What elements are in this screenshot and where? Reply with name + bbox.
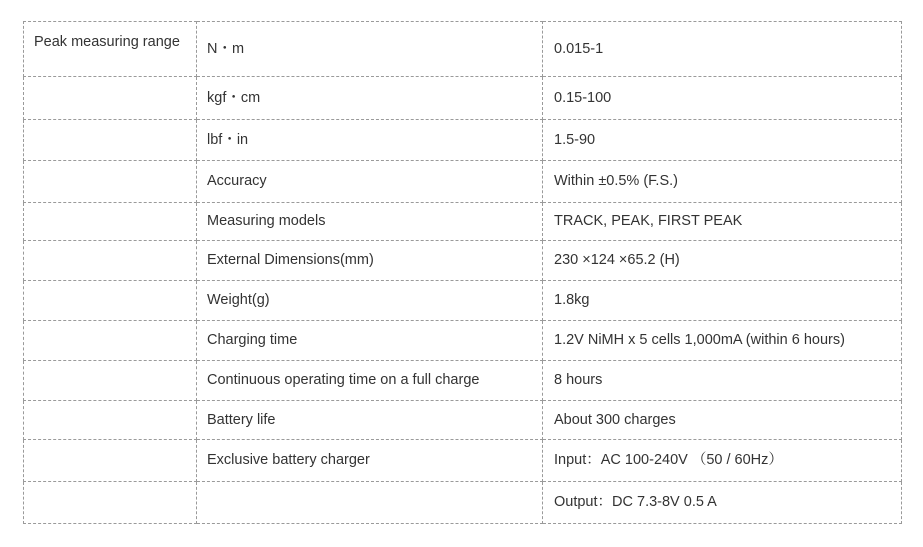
row-category-cell (24, 77, 197, 120)
row-value-cell: 8 hours (543, 361, 902, 401)
row-item-cell: Accuracy (197, 161, 543, 203)
table-row (24, 361, 902, 401)
row-category-cell (24, 241, 197, 281)
row-item-cell: lbf・in (197, 120, 543, 161)
row-value-cell: 0.015-1 (543, 22, 902, 77)
row-value-cell: 0.15-100 (543, 77, 902, 120)
row-item-cell: kgf・cm (197, 77, 543, 120)
row-item-cell: External Dimensions(mm) (197, 241, 543, 281)
row-item-cell: Measuring models (197, 203, 543, 241)
row-item-cell: Battery life (197, 401, 543, 440)
row-category-cell (24, 440, 197, 482)
row-item-cell (197, 482, 543, 524)
table-row (24, 440, 902, 482)
row-value-cell: 1.5-90 (543, 120, 902, 161)
row-item-cell: N・m (197, 22, 543, 77)
spec-table (23, 21, 902, 524)
table-row (24, 161, 902, 203)
row-category-cell (24, 321, 197, 361)
row-value-cell: About 300 charges (543, 401, 902, 440)
row-value-cell: TRACK, PEAK, FIRST PEAK (543, 203, 902, 241)
row-category-cell (24, 120, 197, 161)
table-row (24, 482, 902, 524)
row-value-cell: Input：AC 100-240V （50 / 60Hz） (543, 440, 902, 482)
table-row (24, 77, 902, 120)
row-category-cell: Peak measuring range (24, 22, 197, 77)
table-row (24, 401, 902, 440)
row-category-cell (24, 161, 197, 203)
row-item-cell: Weight(g) (197, 281, 543, 321)
row-category-cell (24, 482, 197, 524)
row-item-cell: Exclusive battery charger (197, 440, 543, 482)
row-item-cell: Charging time (197, 321, 543, 361)
table-row (24, 22, 902, 77)
row-value-cell: 1.8kg (543, 281, 902, 321)
row-category-cell (24, 203, 197, 241)
row-value-cell: Within ±0.5% (F.S.) (543, 161, 902, 203)
row-value-cell: 1.2V NiMH x 5 cells 1,000mA (within 6 hours) (543, 321, 902, 361)
row-category-cell (24, 361, 197, 401)
row-category-cell (24, 281, 197, 321)
table-row (24, 281, 902, 321)
table-row (24, 120, 902, 161)
row-category-cell (24, 401, 197, 440)
row-item-cell: Continuous operating time on a full charge (197, 361, 543, 401)
row-value-cell: 230 ×124 ×65.2 (H) (543, 241, 902, 281)
table-row (24, 241, 902, 281)
table-row (24, 203, 902, 241)
row-value-cell: Output：DC 7.3-8V 0.5 A (543, 482, 902, 524)
table-row (24, 321, 902, 361)
